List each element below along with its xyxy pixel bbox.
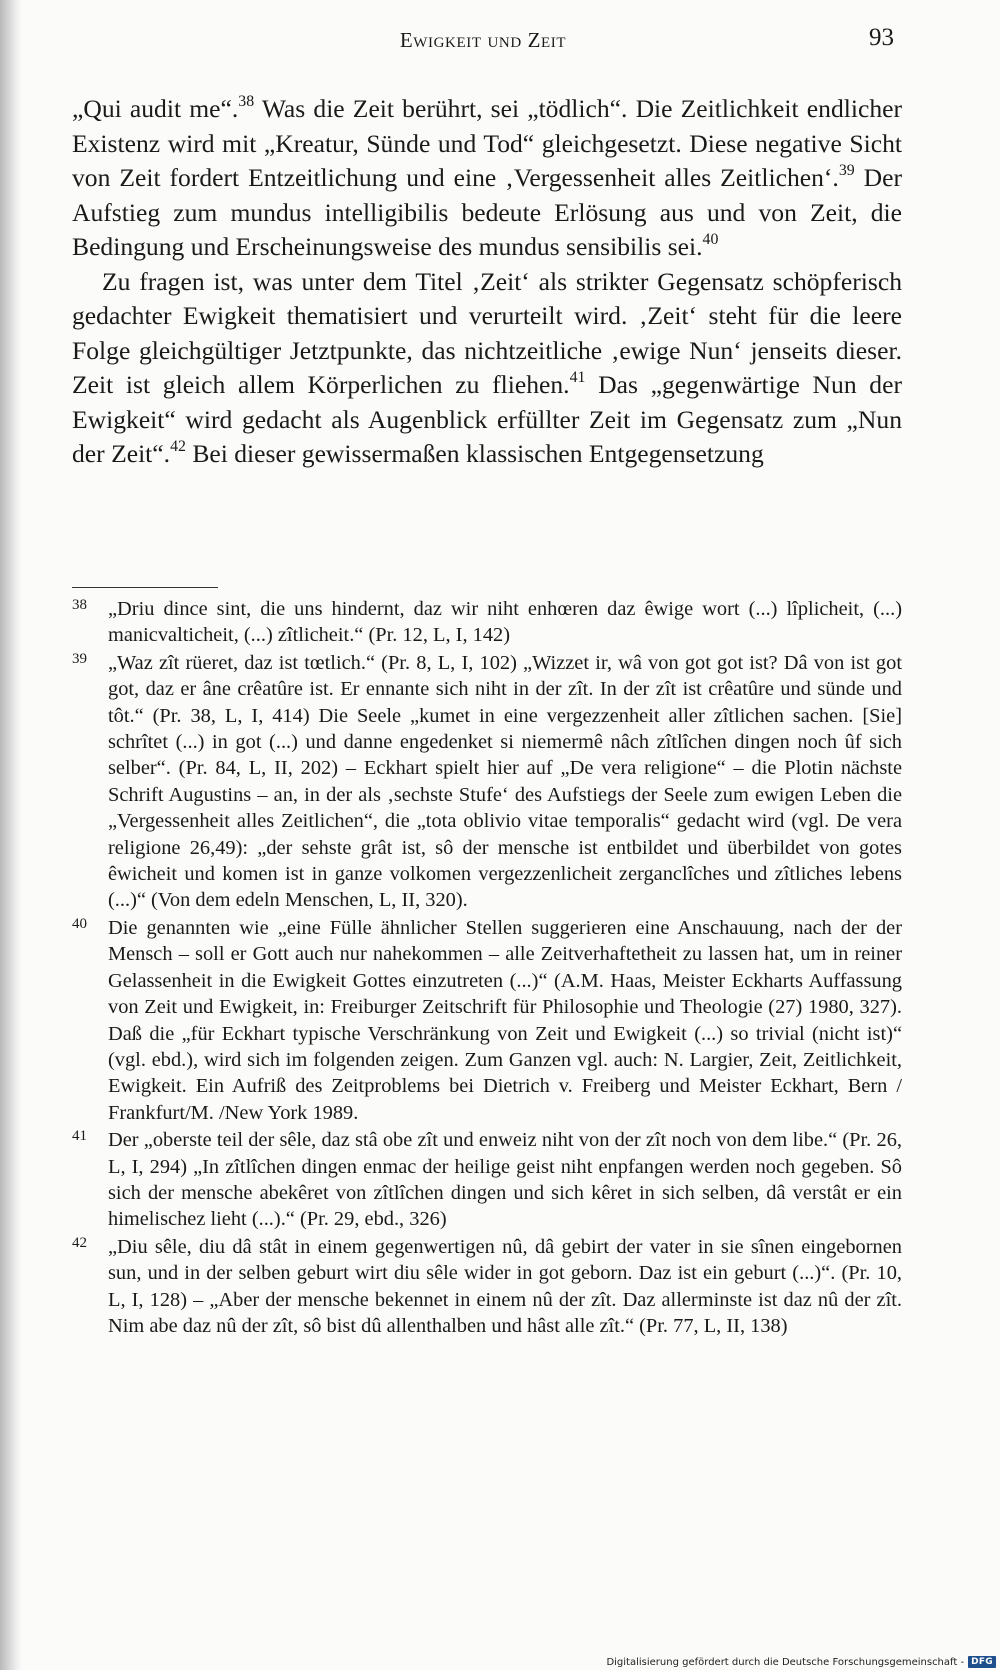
text-run: Das „gegenwärtige Nun der Ewigkeit“ wird gedacht als Augenblick erfüllter Zeit im Gegensatz zum „Nun der Zeit“. bbox=[72, 370, 902, 468]
text-run: Bei dieser gewissermaßen klassischen Entgegensetzung bbox=[185, 439, 764, 468]
footnote-ref: 42 bbox=[170, 437, 186, 455]
footnote-number: 40 bbox=[72, 915, 87, 932]
footnote-ref: 40 bbox=[702, 230, 719, 248]
footnote bbox=[72, 915, 902, 1126]
credit-text: Digitalisierung gefördert durch die Deutsche Forschungsgemeinschaft - bbox=[606, 1656, 965, 1668]
main-text bbox=[72, 92, 902, 472]
book-spine-shadow bbox=[0, 0, 22, 1670]
footnote-separator bbox=[72, 587, 218, 588]
footnote bbox=[72, 650, 902, 914]
running-title: Ewigkeit und Zeit bbox=[399, 28, 567, 52]
footnote-number: 41 bbox=[72, 1128, 87, 1145]
paragraph-1 bbox=[72, 92, 902, 265]
footnote-text: „Diu sêle, diu dâ stât in einem gegenwertigen nû, dâ gebirt der vater in sie sînen eingebornen sun, und in der selben geburt wirt diu sêle wider in got geborn. Daz ist ein geburt (...)“. (Pr. 10, L, I, 128) – „Aber der mensche bekennet in einem nû der zît. Daz allerminste ist daz nû der zît. Nim abe daz nû der zît, sô bist dû allenthalben und hâst alle zît.“ (Pr. 77, L, II, 138) bbox=[108, 1235, 902, 1337]
dfg-logo-icon: DFG bbox=[968, 1656, 996, 1668]
text-run: Zu fragen ist, was unter dem Titel ‚Zeit‘ als strikter Gegensatz schöpferisch gedachter Ewigkeit thematisiert und verurteilt wird. ‚Zeit‘ steht für die leere Folge gleichgültiger Jetztpunkte, das nichtzeitliche ‚ewige Nun‘ jenseits dieser. Zeit ist gleich allem Körperlichen zu fliehen. bbox=[72, 266, 902, 399]
page-number: 93 bbox=[869, 24, 894, 51]
footnote-ref: 41 bbox=[569, 368, 586, 386]
footnote bbox=[72, 1234, 902, 1340]
footnote bbox=[72, 1127, 902, 1233]
text-run: „Qui audit me“. bbox=[72, 94, 239, 123]
footnote-number: 42 bbox=[72, 1234, 87, 1251]
footnote-ref: 39 bbox=[838, 161, 855, 179]
footnote bbox=[72, 596, 902, 649]
footnote-text: „Driu dince sint, die uns hindernt, daz wir niht enhœren daz êwige wort (...) lîplicheit, (...) manicvalticheit, (...) zîtlicheit.“ (Pr. 12, L, I, 142) bbox=[108, 598, 902, 647]
paragraph-2 bbox=[72, 265, 902, 472]
digitization-credit bbox=[606, 1656, 996, 1668]
footnotes bbox=[72, 596, 902, 1340]
footnote-text: „Waz zît rüeret, daz ist tœtlich.“ (Pr. 8, L, I, 102) „Wizzet ir, wâ von got got ist? Dâ von ist got got, daz er âne crêatûre ist. Er ennante sich niht in der zît. In der zît ist crêatûre und sünde und tôt.“ (Pr. 38, L, I, 414) Die Seele „kumet in eine vergezzenheit aller zîtlichen sachen. [Sie] schrîtet (...) in got (...) und danne engedenket si niemermê nâch zîtlîchen dingen noch ûf sich selber“. (Pr. 84, L, II, 202) – Eckhart spielt hier auf „De vera religione“ – die Plotin nächste Schrift Augustins – an, in der als ‚sechste Stufe‘ des Aufstiegs der Seele zum ewigen Leben die „Vergessenheit alles Zeitlichen“, die „tota oblivio vitae temporalis“ gedacht wird (vgl. De vera religione 26,49): „der sehste grât ist, sô der mensche ist entbildet und überbildet von gotes êwicheit und komen ist in ganze volkomen vergezzenlicheit zerganclîches und zîtliches lebens (...)“ (Von dem edeln Menschen, L, II, 320). bbox=[108, 651, 902, 912]
text-run: Der Aufstieg zum mundus intelligibilis bedeute Erlösung aus und von Zeit, die Bedingung und Erscheinungsweise des mundus sensibilis sei. bbox=[72, 163, 902, 261]
text-run: Was die Zeit berührt, sei „tödlich“. Die Zeitlichkeit endlicher Existenz wird mit „Kreatur, Sünde und Tod“ gleichgesetzt. Diese negative Sicht von Zeit fordert Entzeitlichung und eine ‚Vergessenheit alles Zeitlichen‘. bbox=[72, 94, 903, 192]
footnote-number: 38 bbox=[72, 597, 87, 613]
footnote-number: 39 bbox=[72, 650, 87, 667]
footnote-text: Die genannten wie „eine Fülle ähnlicher Stellen suggerieren eine Anschauung, nach der der Mensch – soll er Gott auch nur nahekommen – alle Zeitverhaftetheit zu lassen hat, um in reiner Gelassenheit in die Ewigkeit Gottes einzutreten (...)“ (A.M. Haas, Meister Eckharts Auffassung von Zeit und Ewigkeit, in: Freiburger Zeitschrift für Philosophie und Theologie (27) 1980, 327). Daß die „für Eckhart typische Verschränkung von Zeit und Ewigkeit (...) so trivial (nicht ist)“ (vgl. ebd.), wird sich im folgenden zeigen. Zum Ganzen vgl. auch: N. Largier, Zeit, Zeitlichkeit, Ewigkeit. Ein Aufriß des Zeitproblems bei Dietrich v. Freiberg und Meister Eckhart, Bern / Frankfurt/M. /New York 1989. bbox=[108, 916, 902, 1124]
page-header bbox=[72, 24, 894, 58]
footnote-ref: 38 bbox=[238, 92, 255, 110]
footnote-text: Der „oberste teil der sêle, daz stâ obe zît und enweiz niht von der zît noch von dem libe.“ (Pr. 26, L, I, 294) „In zîtlîchen dingen enmac der heilige geist niht enpfangen werden noch gegeben. Sô sich der mensche abekêret von zîtlîchen dingen und sich kêret in sich selben, dâ verstât er ein himelischez lieht (...).“ (Pr. 29, ebd., 326) bbox=[108, 1129, 902, 1231]
